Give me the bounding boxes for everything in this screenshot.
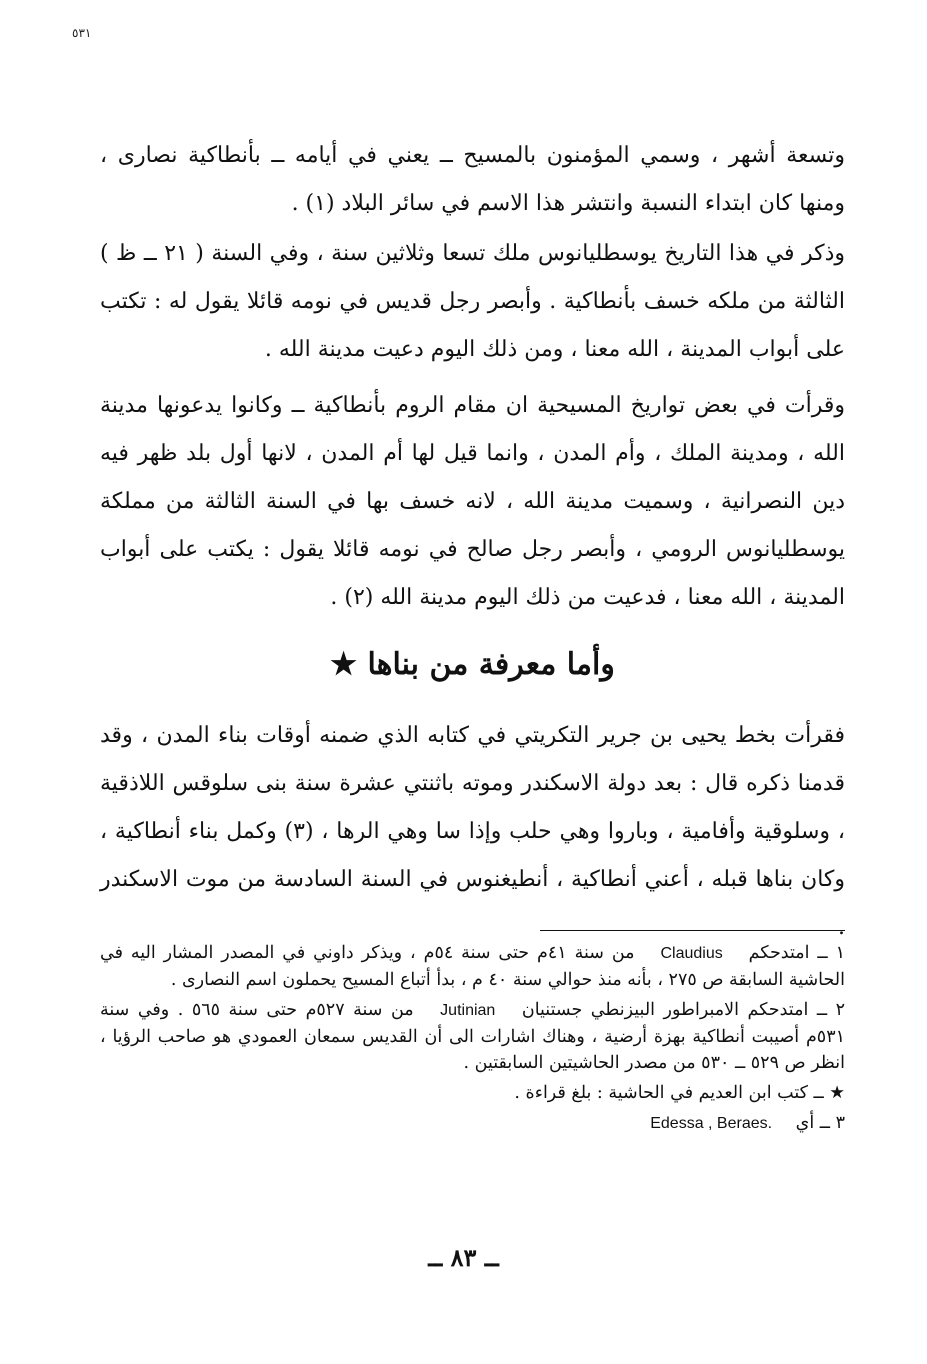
footnote-2-start: ٢ ــ امتدحكم الامبراطور البيزنطي جستنيان — [521, 1000, 845, 1020]
footnote-1 — [100, 940, 845, 993]
paragraph-2 — [100, 230, 845, 374]
footnote-2-latin: Jutinian — [440, 1002, 496, 1019]
paragraph-text: وتسعة أشهر ، وسمي المؤمنون بالمسيح ــ يعني في أيامه ــ بأنطاكية نصارى ، ومنها كان ابتداء النسبة وانتشر هذا الاسم في سائر البلاد (١) . — [100, 143, 845, 216]
page-number: ــ ٨٣ ــ — [428, 1243, 499, 1272]
footnote-divider — [540, 930, 845, 931]
footnote-1-start: ١ ــ امتدحكم — [748, 943, 845, 963]
paragraph-text: وقرأت في بعض تواريخ المسيحية ان مقام الروم بأنطاكية ــ وكانوا يدعونها مدينة الله ، ومدينة الملك ، وأم المدن ، وانما قيل لها أم المدن ، لانها أول بلد ظهر فيه دين النصرانية ، وسميت مدينة الله ، لانه خسف بها في السنة الثالثة من مملكة يوسطليانوس الرومي ، وأبصر رجل صالح في نومه قائلا يقول : يكتب على أبواب المدينة ، الله معنا ، فدعيت من ذلك اليوم مدينة الله (٢) . — [100, 393, 845, 610]
footnote-2 — [100, 997, 845, 1076]
corner-mark: ٥٣١ — [72, 26, 92, 40]
footnote-1-latin: Claudius — [660, 945, 723, 962]
section-heading: وأما معرفة من بناها ★ — [330, 647, 615, 682]
paragraph-text: فقرأت بخط يحيى بن جرير التكريتي في كتابه الذي ضمنه أوقات بناء المدن ، وقد قدمنا ذكره قال : بعد دولة الاسكندر وموته باثنتي عشرة سنة بنى سلوقس اللاذقية ، وسلوقية وأفامية ، وباروا وهي حلب وإذا سا وهي الرها ، (٣) وكمل بناء أنطاكية ، وكان بناها قبله ، أعني أنطاكية ، أنطيغنوس في السنة السادسة من موت الاسكندر . — [100, 723, 845, 940]
footnote-3-start: ٣ ــ أي — [795, 1113, 845, 1133]
paragraph-3 — [100, 382, 845, 622]
paragraph-text: وذكر في هذا التاريخ يوسطليانوس ملك تسعا وثلاثين سنة ، وفي السنة ( ٢١ ــ ظ ) الثالثة من ملكه خسف بأنطاكية . وأبصر رجل قديس في نومه قائلا يقول له : تكتب على أبواب المدينة ، الله معنا ، ومن ذلك اليوم دعيت مدينة الله . — [100, 241, 845, 362]
footnotes — [100, 940, 845, 1141]
paragraph-1 — [100, 132, 845, 228]
section-paragraph — [100, 712, 845, 952]
footnote-1-rest: من سنة ٤١م حتى سنة ٥٤م ، ويذكر داوني في المصدر المشار اليه في الحاشية السابقة ص ٢٧٥ ، بأنه منذ حوالي سنة ٤٠ م ، بدأ أتباع المسيح يحملون اسم النصارى . — [100, 943, 845, 990]
star-note: ★ ــ كتب ابن العديم في الحاشية : بلغ قراءة . — [514, 1083, 845, 1103]
footnote-3 — [100, 1110, 845, 1137]
footnote-2-rest: من سنة ٥٢٧م حتى سنة ٥٦٥ . وفي سنة ٥٣١م أصيبت أنطاكية بهزة أرضية ، وهناك اشارات الى أن القديس سمعان العمودي هو صاحب الرؤيا ، انظر ص ٥٢٩ ــ ٥٣٠ من مصدر الحاشيتين السابقتين . — [100, 1000, 845, 1073]
footnote-3-latin: Edessa , Beraes. — [650, 1115, 773, 1132]
